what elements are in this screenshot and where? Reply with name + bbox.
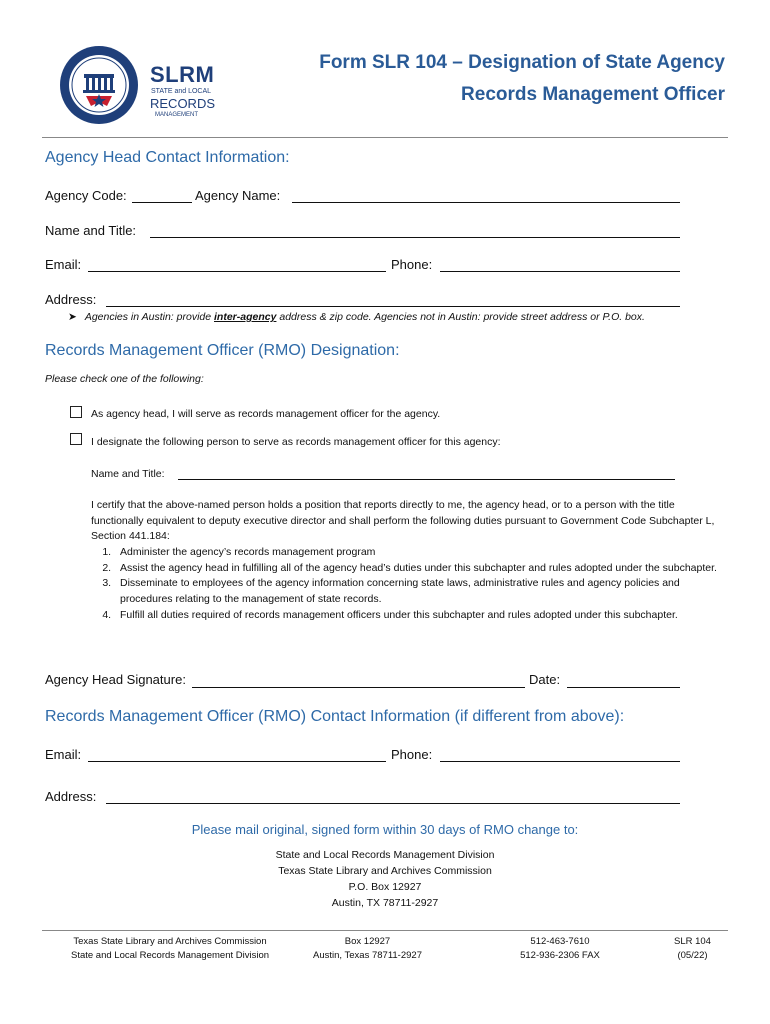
designee-name-title-field[interactable] xyxy=(178,479,675,480)
footer-phone-line: 512-936-2306 FAX xyxy=(520,949,600,961)
mail-line: Texas State Library and Archives Commission xyxy=(278,865,492,877)
footer-form-id xyxy=(655,935,730,962)
agency-head-heading: Agency Head Contact Information: xyxy=(45,149,290,166)
tslac-seal-icon xyxy=(58,44,140,126)
mail-line: Austin, TX 78711-2927 xyxy=(331,897,439,909)
address-note-post: address & zip code. Agencies not in Austin: provide street address or P.O. box. xyxy=(276,311,645,323)
rmo-designation-heading: Records Management Officer (RMO) Designation: xyxy=(45,342,400,359)
rmo-email-label: Email: xyxy=(45,747,82,762)
option-agency-head-label: As agency head, I will serve as records management officer for the agency. xyxy=(91,408,441,420)
footer-form-date: (05/22) xyxy=(677,949,708,961)
logo-line1: STATE and LOCAL xyxy=(151,88,212,95)
rmo-phone-label: Phone: xyxy=(391,747,433,762)
signature-field[interactable] xyxy=(192,687,525,688)
footer-address xyxy=(300,935,435,962)
logo xyxy=(58,44,228,124)
footer-address-line: Austin, Texas 78711-2927 xyxy=(313,949,422,961)
form-title-line1: Form SLR 104 – Designation of State Agency xyxy=(319,52,725,73)
duty-item: 4. Fulfill all duties required of records management officers under this subchapter and rules adopted under this subchapter. xyxy=(114,608,720,624)
agency-name-label: Agency Name: xyxy=(195,188,281,203)
rmo-email-field[interactable] xyxy=(88,761,386,762)
designee-name-title-label: Name and Title: xyxy=(91,468,165,480)
date-field[interactable] xyxy=(567,687,680,688)
mail-address xyxy=(0,847,770,911)
email-field[interactable] xyxy=(88,271,386,272)
logo-brand: SLRM xyxy=(150,62,215,87)
option-designate-label: I designate the following person to serve as records management officer for this agency: xyxy=(91,436,501,448)
signature-label: Agency Head Signature: xyxy=(45,672,186,687)
address-field[interactable] xyxy=(106,306,680,307)
duties-list xyxy=(68,545,720,624)
address-label: Address: xyxy=(45,292,97,307)
rmo-address-field[interactable] xyxy=(106,803,680,804)
footer-divider xyxy=(42,930,728,931)
footer-phone xyxy=(500,935,620,962)
footer-org-line: State and Local Records Management Division xyxy=(70,949,270,961)
duty-item: 2. Assist the agency head in fulfilling all of the agency head’s duties under this subchapter and rules adopted under the subchapter. xyxy=(114,561,720,577)
mail-line: State and Local Records Management Division xyxy=(275,849,495,861)
name-title-field[interactable] xyxy=(150,237,680,238)
mail-heading: Please mail original, signed form within 30 days of RMO change to: xyxy=(191,822,579,837)
date-label: Date: xyxy=(529,672,561,687)
footer-form-number: SLR 104 xyxy=(674,936,711,947)
agency-code-label: Agency Code: xyxy=(45,188,127,203)
footer-address-line: Box 12927 xyxy=(344,936,391,947)
phone-field[interactable] xyxy=(440,271,680,272)
agency-name-field[interactable] xyxy=(292,202,680,203)
rmo-address-label: Address: xyxy=(45,789,97,804)
name-title-label: Name and Title: xyxy=(45,223,137,238)
footer-org xyxy=(40,935,300,962)
rmo-phone-field[interactable] xyxy=(440,761,680,762)
address-note-bold: inter-agency xyxy=(214,311,277,323)
form-title-line2: Records Management Officer xyxy=(461,84,725,105)
footer-phone-line: 512-463-7610 xyxy=(530,936,590,947)
duty-item: 3. Disseminate to employees of the agency information concerning state laws, administrative rules and agency policies and procedures relating to the management of state records. xyxy=(114,576,720,607)
address-note-pre: Agencies in Austin: provide xyxy=(84,311,214,323)
agency-code-field[interactable] xyxy=(132,202,192,203)
rmo-contact-heading: Records Management Officer (RMO) Contact Information (if different from above): xyxy=(45,708,625,725)
duty-item: 1. Administer the agency’s records management program xyxy=(114,545,720,561)
logo-line2: RECORDS xyxy=(150,96,216,111)
email-label: Email: xyxy=(45,257,82,272)
logo-line3: MANAGEMENT xyxy=(155,112,199,118)
certification-text: I certify that the above-named person holds a position that reports directly to me, the agency head, or to a person with the title functionally equivalent to deputy executive director and shall perform the following duties pursuant to Government Code Subchapter L, Section 441.184: xyxy=(91,499,715,542)
address-note xyxy=(68,311,645,323)
header-divider xyxy=(42,137,728,138)
option-agency-head-checkbox[interactable] xyxy=(70,406,82,418)
option-designate-checkbox[interactable] xyxy=(70,433,82,445)
footer-org-line: Texas State Library and Archives Commission xyxy=(73,936,267,947)
check-instruction: Please check one of the following: xyxy=(45,373,204,385)
phone-label: Phone: xyxy=(391,257,433,272)
arrow-bullet-icon: ➤ xyxy=(68,311,77,323)
mail-line: P.O. Box 12927 xyxy=(348,881,422,893)
